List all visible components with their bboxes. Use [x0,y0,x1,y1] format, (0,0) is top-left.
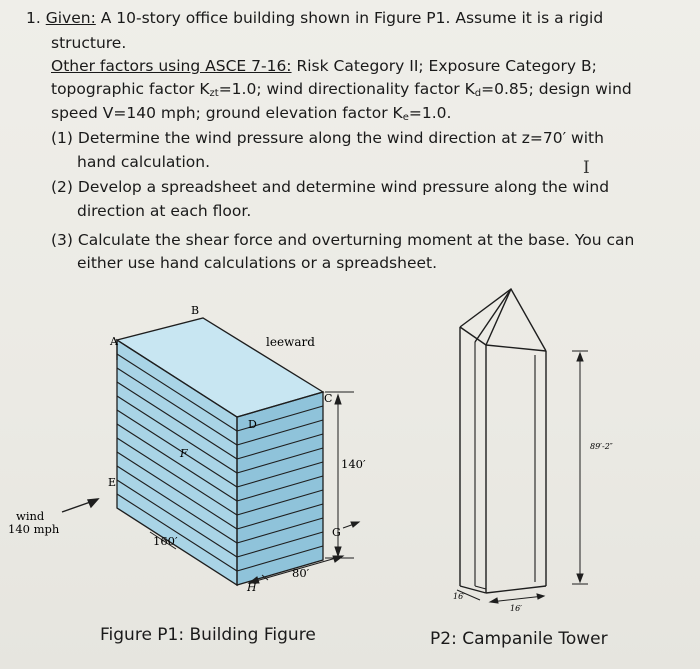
label-b: B [191,304,200,317]
ke-text: speed V=140 mph; ground elevation factor K [51,104,403,122]
kd-text: =1.0; wind directionality factor K [218,80,475,98]
kzt-text: topographic factor K [51,80,210,98]
question-2-line-1: (2) Develop a spreadsheet and determine wind pressure along the wind [51,178,610,196]
leeward-label: leeward [266,335,315,349]
tower-base-right-label: 16′ [510,604,522,613]
question-3-line-1: (3) Calculate the shear force and overturning moment at the base. You can [51,231,635,249]
question-3-line-2: either use hand calculations or a spreadsheet. [77,254,438,272]
tower-height-dimension [572,351,588,584]
problem-line-2: structure. [51,34,127,52]
campanile-tower [460,289,546,593]
other-factors-label: Other factors using ASCE 7-16: [51,57,292,75]
figure-p1-caption: Figure P1: Building Figure [100,625,316,645]
label-a: A [110,335,118,348]
given-text: A 10-story office building shown in Figure P1. Assume it is a rigid [95,9,604,27]
length-label: 160′ [153,534,178,548]
other-factors-text: Risk Category II; Exposure Category B; [291,57,597,75]
wind-arrow-icon [62,499,98,512]
ke-subscript: e [402,112,409,123]
design-wind-text: =0.85; design wind [481,80,632,98]
tower-base-left-label: 16′ [453,592,465,601]
label-d: D [248,418,257,431]
width-label: 80′ [292,566,310,580]
kzt-subscript: zt [209,88,219,99]
problem-number: 1. [26,9,41,27]
kd-subscript: d [474,88,482,99]
label-e: E [108,476,117,489]
label-f: F [180,447,188,460]
tower-height-label: 89′-2″ [590,442,613,451]
label-h: H [247,581,257,594]
figure-p2-caption: P2: Campanile Tower [430,629,608,649]
height-label: 140′ [341,457,366,471]
question-1-line-1: (1) Determine the wind pressure along the wind direction at z=70′ with [51,129,604,147]
question-2-line-2: direction at each floor. [77,202,252,220]
wind-speed-label: 140 mph [8,522,60,536]
wind-label: wind [16,509,45,523]
question-1-line-2: hand calculation. [77,153,211,171]
label-c: C [324,392,333,405]
text-cursor-icon: I [583,158,590,178]
ke-value: =1.0. [408,104,452,122]
given-label: Given: [45,9,96,27]
g-arrow-icon [343,522,359,528]
label-g: G [332,526,341,539]
